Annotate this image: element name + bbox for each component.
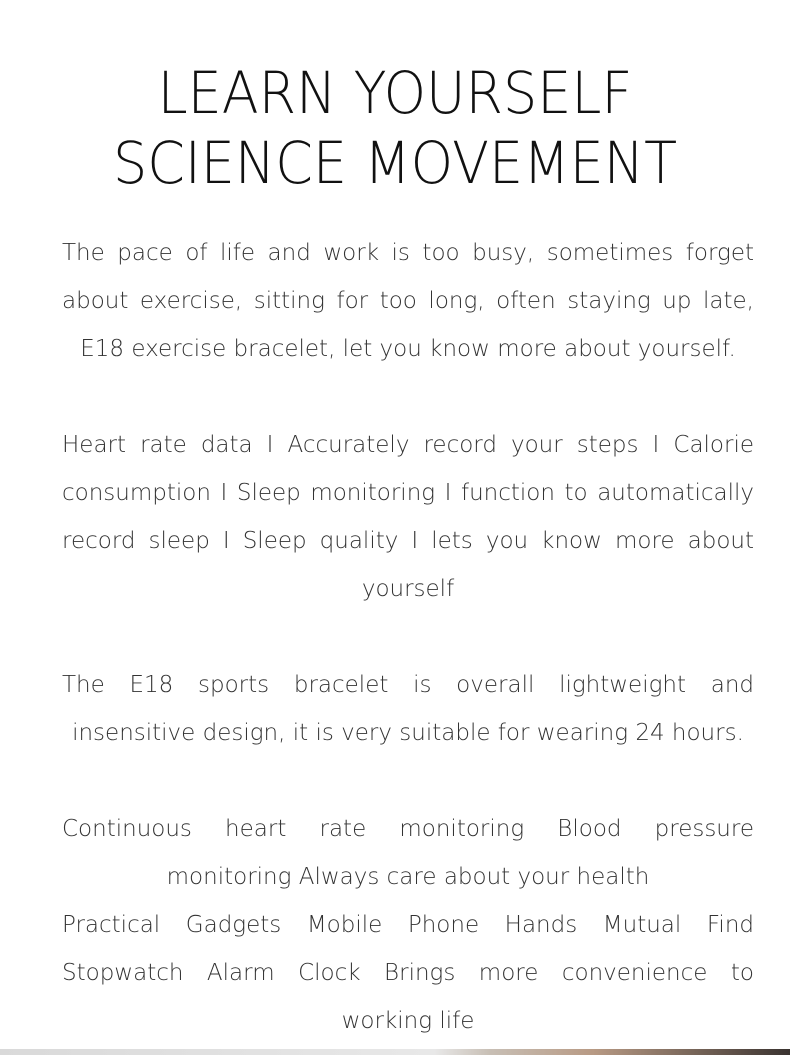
description-text [62,229,754,1045]
next-image-edge [0,1049,790,1055]
health-paragraph: Continuous heart rate monitoring Blood pressure monitoring Always care about your health [62,816,754,890]
gadgets-paragraph: Practical Gadgets Mobile Phone Hands Mutual Find Stopwatch Alarm Clock Brings more convenience to working life [62,912,754,1034]
paragraph-spacer [62,613,754,661]
intro-paragraph: The pace of life and work is too busy, sometimes forget about exercise, sitting for too long, often staying up late, E18 exercise bracelet, let you know more about yourself. [62,240,754,362]
design-paragraph: The E18 sports bracelet is overall lightweight and insensitive design, it is very suitable for wearing 24 hours. [62,672,754,746]
paragraph-spacer [62,757,754,805]
title-line-2: SCIENCE MOVEMENT [112,129,678,197]
page-title [0,58,790,198]
features-paragraph: Heart rate data I Accurately record your steps I Calorie consumption I Sleep monitoring I function to automatically record sleep I Sleep quality I lets you know more about yourself [62,432,754,602]
paragraph-spacer [62,373,754,421]
title-line-1: LEARN YOURSELF [157,59,633,127]
